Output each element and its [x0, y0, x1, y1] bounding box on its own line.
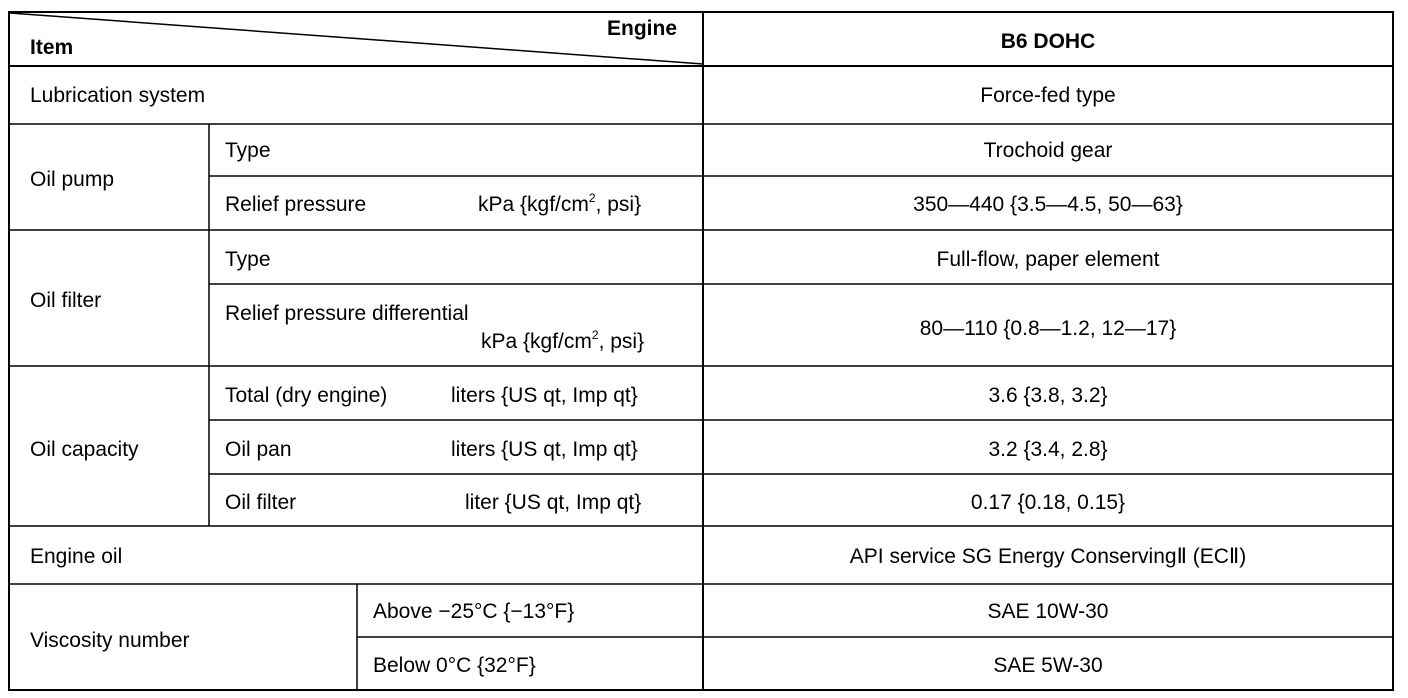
oil-pump-type-label: Type: [225, 139, 271, 162]
viscosity-above-value: SAE 10W-30: [987, 600, 1109, 623]
oil-filter-type-label: Type: [225, 248, 271, 271]
oil-pump-relief-label: Relief pressure: [225, 193, 367, 216]
oil-capacity-pan-value: 3.2 {3.4, 2.8}: [988, 438, 1108, 461]
viscosity-above-label: Above −25°C {−13°F}: [373, 600, 575, 623]
header-engine-model: B6 DOHC: [1000, 30, 1096, 53]
oil-capacity-label: Oil capacity: [30, 438, 139, 461]
viscosity-label: Viscosity number: [30, 629, 190, 652]
oil-pump-type-value: Trochoid gear: [983, 139, 1113, 162]
oil-filter-type-value: Full-flow, paper element: [936, 248, 1160, 271]
oil-capacity-filter-label: Oil filter: [225, 491, 297, 514]
oil-capacity-pan-unit: liters {US qt, Imp qt}: [451, 438, 638, 461]
header-item-label: Item: [30, 36, 74, 59]
oil-filter-diff-label: Relief pressure differential: [225, 302, 469, 325]
engine-oil-label: Engine oil: [30, 545, 123, 568]
oil-capacity-total-label: Total (dry engine): [225, 384, 388, 407]
oil-filter-label: Oil filter: [30, 289, 102, 312]
oil-capacity-total-value: 3.6 {3.8, 3.2}: [988, 384, 1108, 407]
lubrication-label: Lubrication system: [30, 84, 206, 107]
viscosity-below-value: SAE 5W-30: [993, 654, 1103, 677]
oil-pump-relief-unit: kPa {$kgf/cm^2$, psi}: [478, 191, 642, 216]
oil-filter-diff-value: 80—110 {0.8—1.2, 12—17}: [919, 317, 1177, 340]
header-engine-label: Engine: [607, 17, 678, 40]
viscosity-below-label: Below 0°C {32°F}: [373, 654, 536, 677]
oil-filter-diff-unit: kPa {$kgf/cm^2$, psi}: [481, 328, 645, 353]
oil-pump-label: Oil pump: [30, 168, 115, 191]
oil-capacity-filter-unit: liter {US qt, Imp qt}: [465, 491, 642, 514]
engine-oil-value: API service SG Energy ConservingⅡ (ECⅡ): [849, 545, 1247, 568]
oil-capacity-filter-value: 0.17 {0.18, 0.15}: [970, 491, 1126, 514]
oil-capacity-pan-label: Oil pan: [225, 438, 292, 461]
oil-capacity-total-unit: liters {US qt, Imp qt}: [451, 384, 638, 407]
lubrication-value: Force-fed type: [980, 84, 1116, 107]
oil-pump-relief-value: 350—440 {3.5—4.5, 50—63}: [913, 193, 1183, 216]
